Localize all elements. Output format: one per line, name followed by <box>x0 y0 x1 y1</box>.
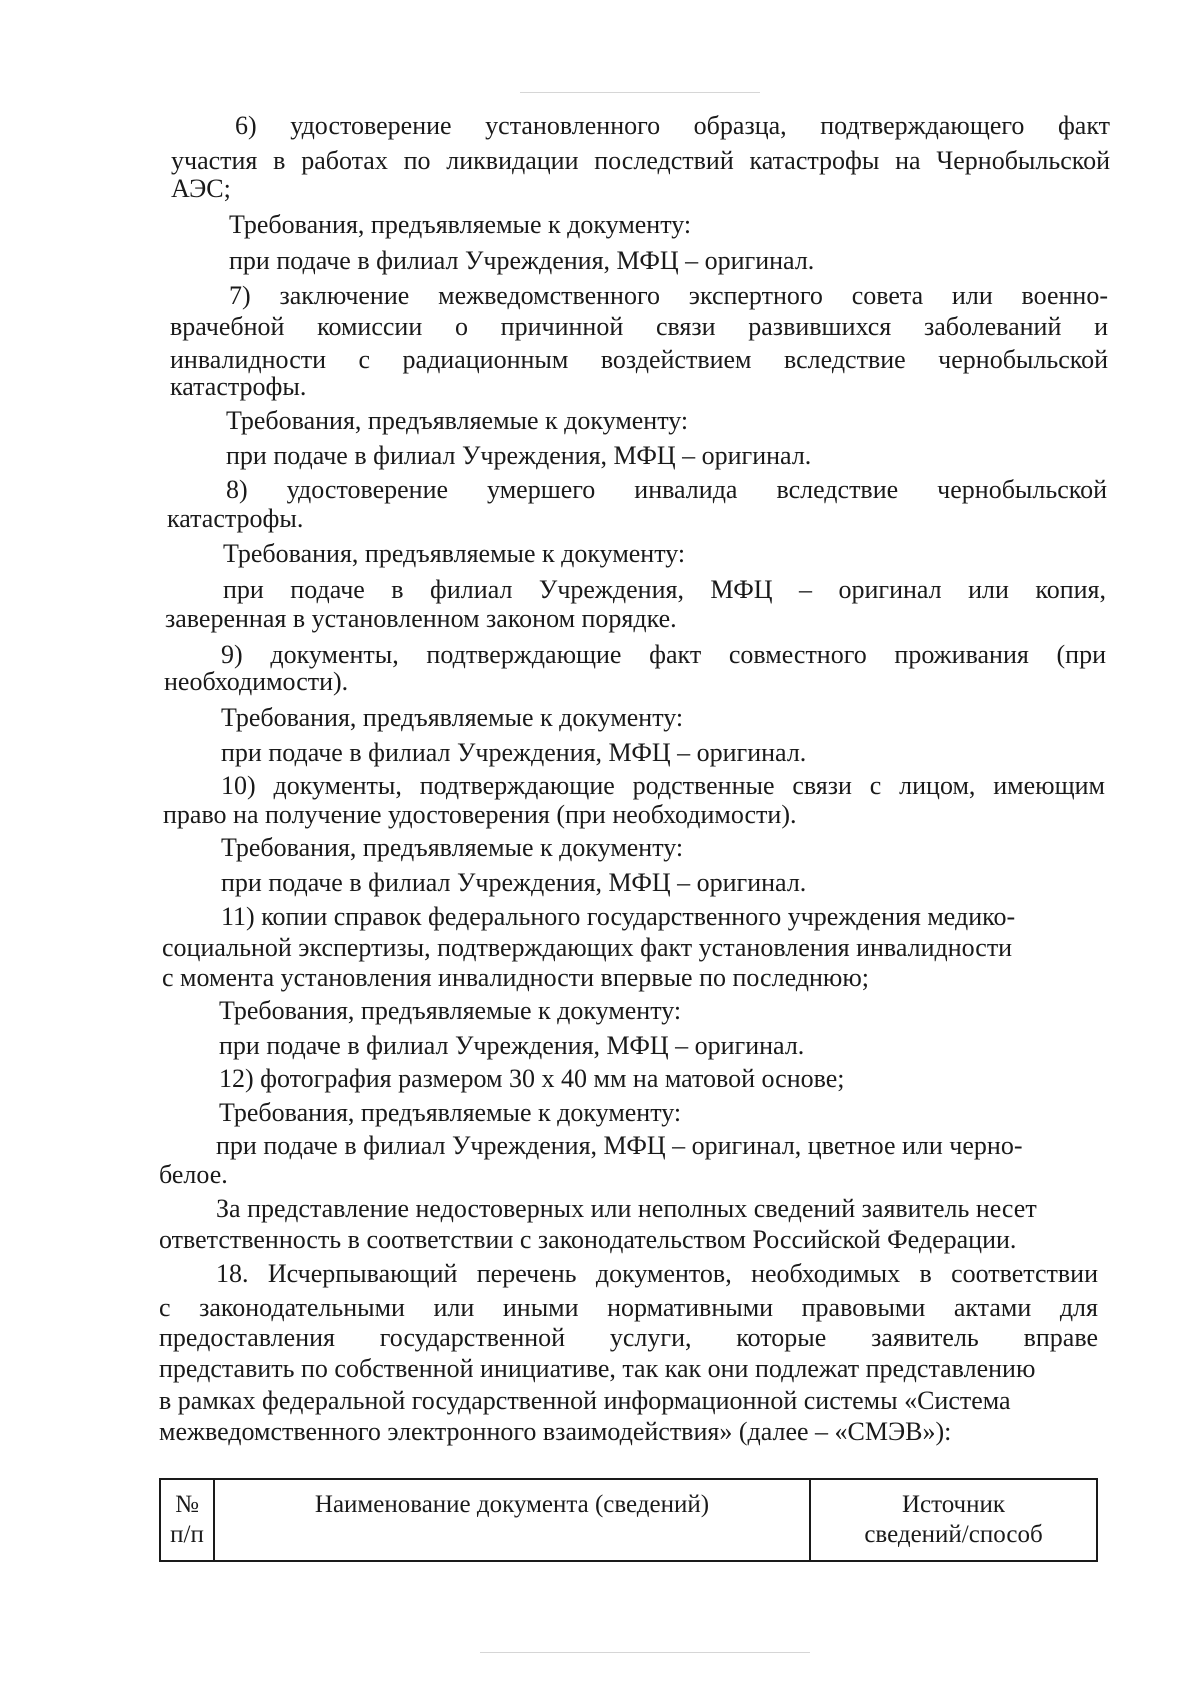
paragraph-line: с законодательными или иными нормативными правовыми актами для <box>159 1293 1098 1322</box>
requirement-text: при подаче в филиал Учреждения, МФЦ – оригинал. <box>229 246 815 275</box>
requirements-heading: Требования, предъявляемые к документу: <box>219 996 682 1025</box>
requirements-heading: Требования, предъявляемые к документу: <box>226 406 689 435</box>
paragraph-line: врачебной комиссии о причинной связи развившихся заболеваний и <box>170 312 1108 341</box>
paragraph-line: предоставления государственной услуги, которые заявитель вправе <box>159 1323 1098 1352</box>
paragraph-line: 10) документы, подтверждающие родственные связи с лицом, имеющим <box>221 771 1105 800</box>
paragraph-line: право на получение удостоверения (при необходимости). <box>163 800 797 829</box>
paragraph-line: необходимости). <box>164 667 349 696</box>
paragraph-line: инвалидности с радиационным воздействием вследствие чернобыльской <box>170 345 1108 374</box>
paragraph-line: 12) фотография размером 30 х 40 мм на матовой основе; <box>219 1064 845 1093</box>
column-header-document-name: Наименование документа (сведений) <box>214 1479 810 1561</box>
requirement-text: при подаче в филиал Учреждения, МФЦ – оригинал. <box>219 1031 805 1060</box>
paragraph-line: катастрофы. <box>170 372 307 401</box>
requirement-text: белое. <box>159 1160 228 1189</box>
paragraph-line: АЭС; <box>171 174 231 203</box>
paragraph-line: межведомственного электронного взаимодействия» (далее – «СМЭВ»): <box>159 1417 952 1446</box>
paragraph-line: 9) документы, подтверждающие факт совместного проживания (при <box>221 640 1106 669</box>
requirement-text: заверенная в установленном законом порядке. <box>165 604 677 633</box>
requirement-text: при подаче в филиал Учреждения, МФЦ – оригинал. <box>221 868 807 897</box>
requirements-heading: Требования, предъявляемые к документу: <box>221 833 684 862</box>
scan-artifact <box>520 92 760 93</box>
scan-artifact <box>480 1652 810 1653</box>
paragraph-line: 7) заключение межведомственного экспертного совета или военно- <box>229 281 1108 310</box>
paragraph-line: в рамках федеральной государственной информационной системы «Система <box>159 1386 1011 1415</box>
requirement-text: при подаче в филиал Учреждения, МФЦ – оригинал. <box>226 441 812 470</box>
documents-table <box>159 1478 1098 1562</box>
paragraph-line: участия в работах по ликвидации последствий катастрофы на Чернобыльской <box>171 146 1110 175</box>
column-header-source: Источник сведений/способ <box>810 1479 1097 1561</box>
paragraph-line: катастрофы. <box>167 504 304 533</box>
paragraph-line: социальной экспертизы, подтверждающих факт установления инвалидности <box>162 933 1013 962</box>
paragraph-line: 11) копии справок федерального государственного учреждения медико- <box>221 902 1016 931</box>
paragraph-line: 6) удостоверение установленного образца, подтверждающего факт <box>235 111 1110 140</box>
column-header-number: № п/п <box>160 1479 214 1561</box>
table-header-row <box>160 1479 1097 1561</box>
requirements-heading: Требования, предъявляемые к документу: <box>223 539 686 568</box>
paragraph-line: 18. Исчерпывающий перечень документов, необходимых в соответствии <box>216 1259 1098 1288</box>
paragraph-line: 8) удостоверение умершего инвалида вследствие чернобыльской <box>226 475 1107 504</box>
paragraph-line: представить по собственной инициативе, так как они подлежат представлению <box>159 1354 1036 1383</box>
paragraph-line: За представление недостоверных или неполных сведений заявитель несет <box>216 1194 1037 1223</box>
requirements-heading: Требования, предъявляемые к документу: <box>229 210 692 239</box>
paragraph-line: с момента установления инвалидности впервые по последнюю; <box>162 963 869 992</box>
requirement-text: при подаче в филиал Учреждения, МФЦ – оригинал. <box>221 738 807 767</box>
requirement-text: при подаче в филиал Учреждения, МФЦ – оригинал, цветное или черно- <box>216 1131 1023 1160</box>
requirements-heading: Требования, предъявляемые к документу: <box>219 1098 682 1127</box>
requirement-text: при подаче в филиал Учреждения, МФЦ – оригинал или копия, <box>223 575 1106 604</box>
requirements-heading: Требования, предъявляемые к документу: <box>221 703 684 732</box>
paragraph-line: ответственность в соответствии с законодательством Российской Федерации. <box>159 1225 1017 1254</box>
